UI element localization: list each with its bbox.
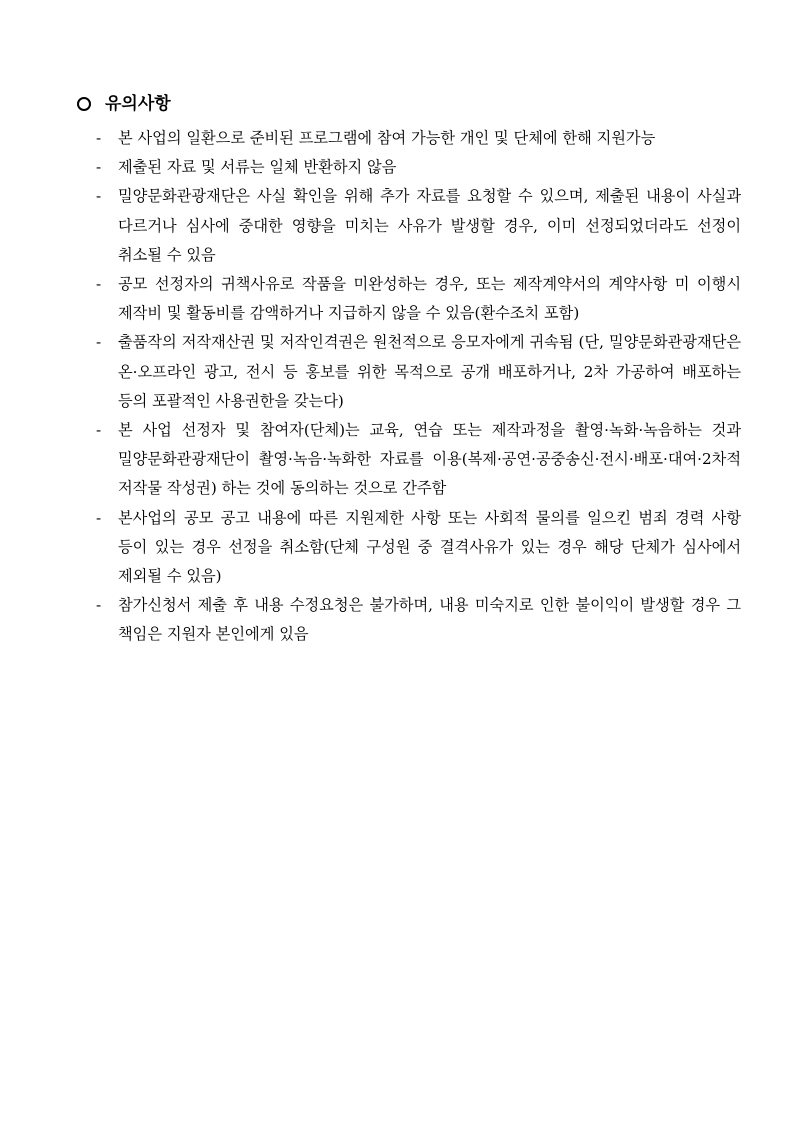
list-item — [96, 182, 741, 270]
dash-marker: - — [96, 421, 102, 440]
list-item-text: 본사업의 공모 공고 내용에 따른 지원제한 사항 또는 사회적 물의를 일으킨 범죄 경력 사항 등이 있는 경우 선정을 취소함(단체 구성원 중 결격사유가 있는 경우 해당 단체가 심사에서 제외될 수 있음) — [118, 508, 741, 586]
list-item — [96, 153, 741, 182]
hollow-circle-icon — [77, 97, 91, 111]
list-item-text: 참가신청서 제출 후 내용 수정요청은 불가하며, 내용 미숙지로 인한 불이익이 발생할 경우 그 책임은 지원자 본인에게 있음 — [118, 596, 741, 644]
dash-marker: - — [96, 129, 102, 147]
dash-marker: - — [96, 508, 102, 527]
list-item-text: 공모 선정자의 귀책사유로 작품을 미완성하는 경우, 또는 제작계약서의 계약사항 미 이행시 제작비 및 활동비를 감액하거나 지급하지 않을 수 있음(환수조치 포함) — [118, 275, 741, 323]
list-item — [96, 270, 741, 328]
dash-marker: - — [96, 275, 102, 294]
list-item-text: 본 사업 선정자 및 참여자(단체)는 교육, 연습 또는 제작과정을 촬영·녹화·녹음하는 것과 밀양문화관광재단이 촬영·녹음·녹화한 자료를 이용(복제·공연·공중송신·전시·배포·대여·2차적 저작물 작성권) 하는 것에 동의하는 것으로 간주함 — [118, 421, 741, 498]
dash-marker: - — [96, 187, 102, 206]
list-item-text: 본 사업의 일환으로 준비된 프로그램에 참여 가능한 개인 및 단체에 한해 지원가능 — [118, 129, 656, 147]
list-item — [96, 328, 741, 416]
dash-marker: - — [96, 596, 102, 615]
section-title: 유의사항 — [105, 94, 171, 114]
section-heading — [77, 92, 171, 116]
list-item — [96, 504, 741, 592]
dash-marker: - — [96, 158, 102, 177]
list-item-text: 출품작의 저작재산권 및 저작인격권은 원천적으로 응모자에게 귀속됨 (단, 밀양문화관광재단은 온·오프라인 광고, 전시 등 홍보를 위한 목적으로 공개 배포하거나, 2차 가공하여 배포하는 등의 포괄적인 사용권한을 갖는다) — [118, 333, 741, 410]
list-item-text: 제출된 자료 및 서류는 일체 반환하지 않음 — [118, 158, 397, 177]
list-item — [96, 124, 741, 153]
list-item — [96, 591, 741, 649]
list-item-text: 밀양문화관광재단은 사실 확인을 위해 추가 자료를 요청할 수 있으며, 제출된 내용이 사실과 다르거나 심사에 중대한 영향을 미치는 사유가 발생할 경우, 이미 선정되었더라도 선정이 취소될 수 있음 — [118, 187, 741, 264]
dash-marker: - — [96, 333, 102, 352]
notice-list — [96, 124, 741, 650]
list-item — [96, 416, 741, 504]
